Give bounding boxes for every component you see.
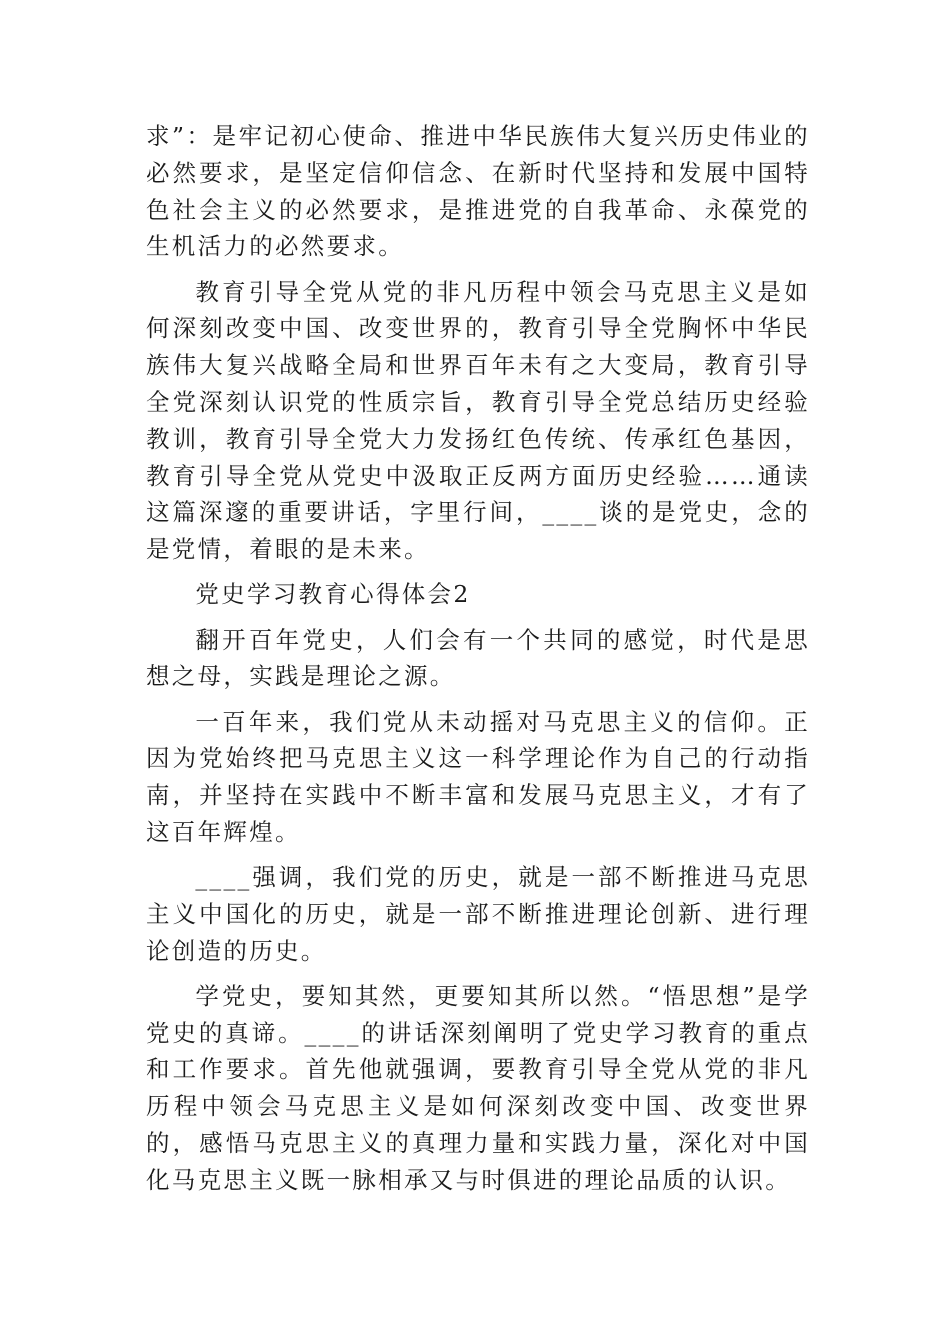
paragraph-6: 学党史，要知其然，更要知其所以然。“悟思想”是学党史的真谛。____的讲话深刻阐明了党史学习教育的重点和工作要求。首先他就强调，要教育引导全党从党的非凡历程中领会马克思主义是如何深刻改变中国、改变世界的，感悟马克思主义的真理力量和实践力量，深化对中国化马克思主义既一脉相承又与时俱进的理论品质的认识。 bbox=[146, 981, 810, 1194]
paragraph-2: 教育引导全党从党的非凡历程中领会马克思主义是如何深刻改变中国、改变世界的，教育引导全党胸怀中华民族伟大复兴战略全局和世界百年未有之大变局，教育引导全党深刻认识党的性质宗旨，教育引导全党总结历史经验教训，教育引导全党大力发扬红色传统、传承红色基因，教育引导全党从党史中汲取正反两方面历史经验……通读这篇深邃的重要讲话，字里行间，____谈的是党史，念的是党情，着眼的是未来。 bbox=[146, 277, 810, 564]
paragraph-5: ____强调，我们党的历史，就是一部不断推进马克思主义中国化的历史，就是一部不断推进理论创新、进行理论创造的历史。 bbox=[146, 863, 810, 965]
paragraph-1: 求”：是牢记初心使命、推进中华民族伟大复兴历史伟业的必然要求，是坚定信仰信念、在新时代坚持和发展中国特色社会主义的必然要求，是推进党的自我革命、永葆党的生机活力的必然要求。 bbox=[146, 122, 810, 261]
paragraph-3: 翻开百年党史，人们会有一个共同的感觉，时代是思想之母，实践是理论之源。 bbox=[146, 625, 810, 691]
section-heading: 党史学习教育心得体会2 bbox=[195, 580, 471, 609]
paragraph-4: 一百年来，我们党从未动摇对马克思主义的信仰。正因为党始终把马克思主义这一科学理论作为自己的行动指南，并坚持在实践中不断丰富和发展马克思主义，才有了这百年辉煌。 bbox=[146, 707, 810, 846]
document-body bbox=[146, 118, 810, 1207]
